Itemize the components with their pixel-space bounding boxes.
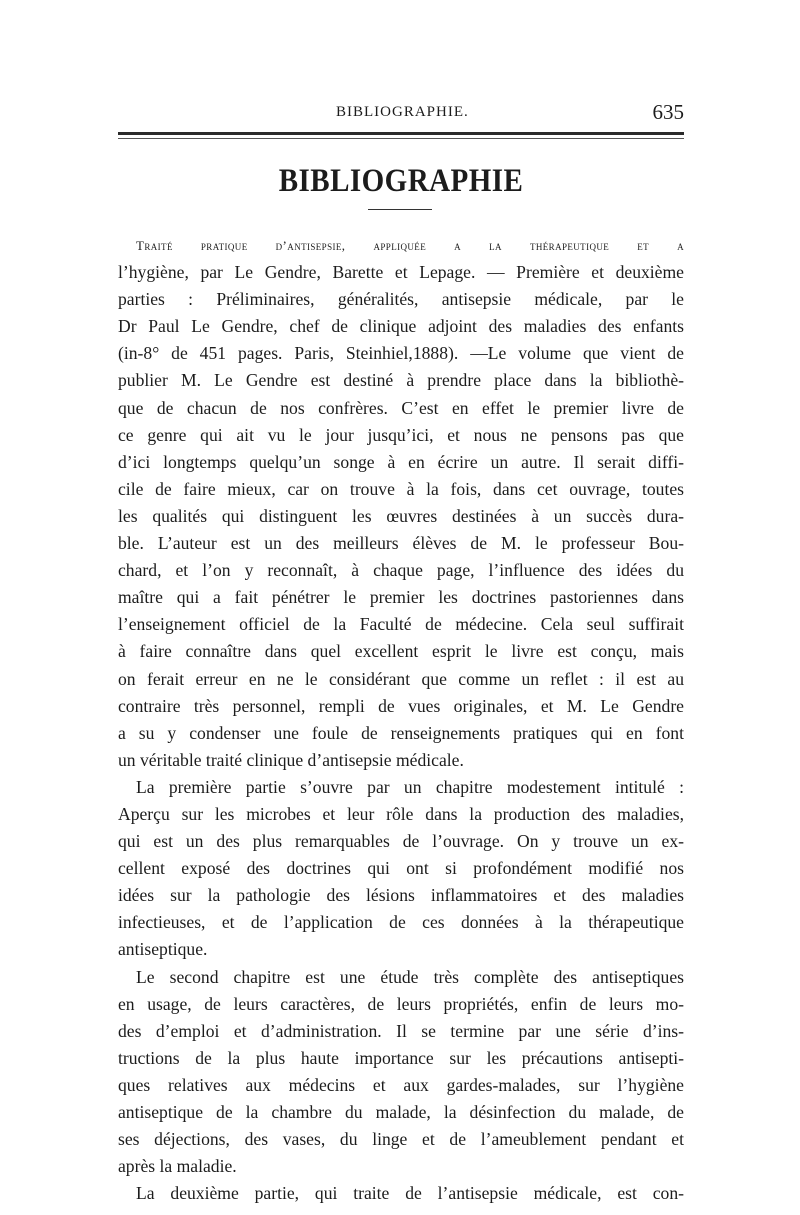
- text-line: La première partie s’ouvre par un chapitre modestement intitulé :: [136, 776, 684, 797]
- header-rule-thin: [118, 138, 684, 139]
- text-line: ques relatives aux médecins et aux gardes-malades, sur l’hygiène: [118, 1074, 684, 1095]
- text-line: cile de faire mieux, car on trouve à la fois, dans cet ouvrage, toutes: [118, 478, 684, 499]
- text-line: maître qui a fait pénétrer le premier les doctrines pastoriennes dans: [118, 587, 684, 608]
- text-line: des d’emploi et d’administration. Il se termine par une série d’ins-: [118, 1020, 684, 1041]
- text-line: antiseptique de la chambre du malade, la désinfection du malade, de: [118, 1102, 684, 1122]
- text-line: ce genre qui ait vu le jour jusqu’ici, et nous ne pensons pas que: [118, 424, 684, 445]
- text-line: on ferait erreur en ne le considérant que comme un reflet : il est au: [118, 668, 684, 689]
- text-line: Traité pratique d’antisepsie, appliquée a la thérapeutique et a: [136, 238, 684, 253]
- text-line: en usage, de leurs caractères, de leurs propriétés, enfin de leurs mo-: [118, 993, 684, 1014]
- title-underline: [368, 209, 432, 210]
- text-line: à faire connaître dans quel excellent esprit le livre est conçu, mais: [118, 641, 684, 662]
- text-line: un véritable traité clinique d’antisepsie médicale.: [118, 749, 464, 770]
- text-line: que de chacun de nos confrères. C’est en effet le premier livre de: [118, 397, 684, 418]
- text-line: La deuxième partie, qui traite de l’antisepsie médicale, est con-: [136, 1183, 684, 1204]
- text-line: chard, et l’on y reconnaît, à chaque page, l’influence des idées du: [118, 560, 684, 581]
- text-line: antiseptique.: [118, 939, 208, 960]
- text-line: cellent exposé des doctrines qui ont si profondément modifié nos: [118, 858, 684, 879]
- text-line: ses déjections, des vases, du linge et de l’ameublement pendant et: [118, 1129, 684, 1150]
- text-line: qui est un des plus remarquables de l’ouvrage. On y trouve un ex-: [118, 831, 684, 852]
- section-title: BIBLIOGRAPHIE: [278, 163, 524, 199]
- running-head: [118, 100, 684, 126]
- text-line: Le second chapitre est une étude très complète des antiseptiques: [136, 966, 684, 987]
- text-line: les qualités qui distinguent les œuvres destinées à un succès dura-: [118, 505, 684, 526]
- text-line: idées sur la pathologie des lésions inflammatoires et des maladies: [118, 885, 684, 906]
- text-line: après la maladie.: [118, 1156, 237, 1177]
- text-line: infectieuses, et de l’application de ces données à la thérapeutique: [118, 912, 684, 933]
- page-number: 635: [652, 100, 684, 124]
- text-line: contraire très personnel, rempli de vues originales, et M. Le Gendre: [118, 695, 684, 716]
- text-line: Dr Paul Le Gendre, chef de clinique adjoint des maladies des enfants: [118, 316, 684, 337]
- text-line: d’ici longtemps quelqu’un songe à en écrire un autre. Il serait diffi-: [118, 451, 684, 472]
- text-line: Aperçu sur les microbes et leur rôle dans la production des maladies,: [118, 803, 684, 824]
- text-line: l’hygiène, par Le Gendre, Barette et Lepage. — Première et deuxième: [118, 262, 684, 283]
- text-line: ble. L’auteur est un des meilleurs élèves de M. le professeur Bou-: [118, 533, 684, 554]
- text-line: parties : Préliminaires, généralités, antisepsie médicale, par le: [118, 289, 684, 310]
- text-line: a su y condenser une foule de renseignements pratiques qui en font: [118, 722, 684, 743]
- header-rule-thick: [118, 132, 684, 135]
- text-line: (in-8° de 451 pages. Paris, Steinhiel,1888). —Le volume que vient de: [118, 343, 684, 364]
- text-line: tructions de la plus haute importance sur les précautions antisepti-: [118, 1047, 684, 1068]
- text-line: l’enseignement officiel de la Faculté de médecine. Cela seul suffirait: [118, 614, 684, 635]
- body-text: [118, 232, 684, 1207]
- text-line: publier M. Le Gendre est destiné à prendre place dans la bibliothè-: [118, 370, 684, 391]
- running-head-title: BIBLIOGRAPHIE.: [336, 104, 469, 120]
